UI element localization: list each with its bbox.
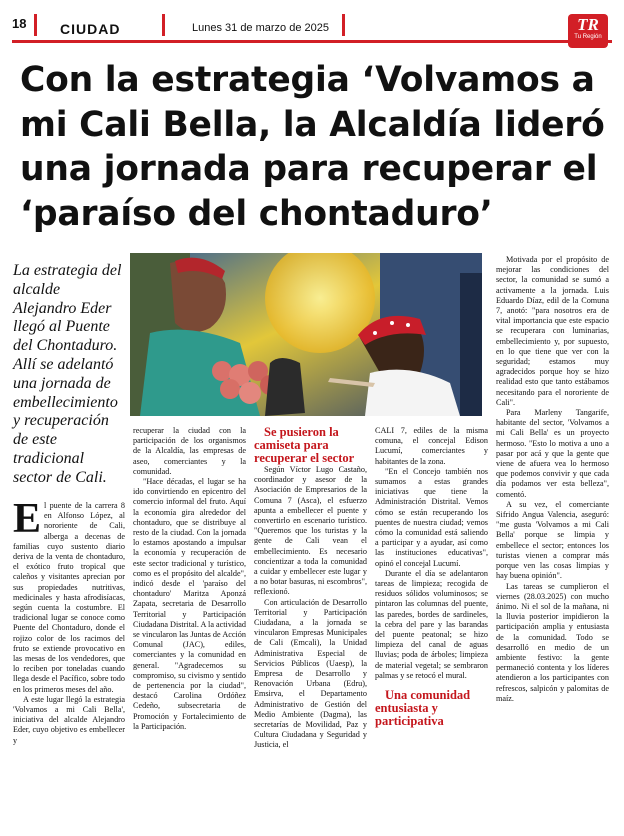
page-header [12, 8, 612, 42]
drop-cap: E [13, 496, 42, 542]
paragraph: l puente de la carrera 8 en Alfonso López, al nororiente de Cali, alberga a decenas de familias cuyo sustento diario deriva de la venta de chontaduro, el exótico fruto tropical que caleños y visitantes aprecian por sus propiedades nutritivas, medicinales y hasta afrodisíacas, según cuenta la costumbre. El tradicional lugar se conoce como Puente del Chontaduro, donde el rojizo color de los racimos del fruto se extiende provocativo en las mesas de los vendedores, que lo reciben por toneladas cuando llega desde el Pacífico, sobre todo en los primeros meses del año. [13, 501, 125, 694]
paragraph: "Hace décadas, el lugar se ha ido convirtiendo en epicentro del comercio informal del fruto. Aquí la economía gira alrededor del chontaduro, que se distribuye al resto de la ciudad. Con la jornada lo estamos apostando a impulsar la economía y recuperación de este sector tradicional y turístico, como es el propósito del alcalde", indicó desde el 'paraíso del chontaduro' Maritza Aponzá Zapata, secretaria de Desarrollo Territorial y Participación Ciudadana Distrital. A la actividad se vincularon las Juntas de Acción Comunal (JAC), ediles, comerciantes y la comunidad en general. "Agradecemos su compromiso, su civismo y sentido de pertenencia por la ciudad", destacó Carolina Ordóñez Cedeño, subsecretaria de Promoción y Fortalecimiento de la Participación. [133, 477, 247, 731]
header-separator [162, 14, 165, 36]
paragraph: Las tareas se cumplieron el viernes (28.03.2025) con mucho ánimo. Ni el sol de la mañana, ni la lluvia posterior impidieron la participación amplia y entusiasta de la comunidad. Todo se desarrolló en medio de un ambiente festivo: la gente permaneció contenta y los líderes atendieron a los participantes con refrescos, salpicón y palomitas de maíz. [496, 581, 609, 703]
paragraph: Según Víctor Lugo Castaño, coordinador y asesor de la Asociación de Empresarios de la Comuna 7 (Asca), el esfuerzo apunta a embellecer el puente y convertirlo en escenario turístico. "Queremos que los turistas y la gente de Cali vean el embellecimiento. Es necesario concientizar a toda la comunidad a cuidar y embellecer este lugar y a no botar basuras, ni escombros", reflexionó. [254, 465, 367, 597]
paragraph: Para Marleny Tangarife, habitante del sector, 'Volvamos a mi Cali Bella' es un proyecto hermoso. "Esto lo motiva a uno a pasar por acá y que la gente que viene de afuera vea lo hermoso que podemos convivir y que cada día podamos ver esta belleza", comentó. [496, 408, 609, 499]
newspaper-logo: TR Tu Región [568, 14, 608, 48]
article-column-5 [496, 255, 609, 704]
article-lead: La estrategia del alcalde Alejandro Eder llegó al Puente del Chontaduro. Allí se adelantó una jornada de embellecimiento y recuperación de este tradicional sector de Cali. [13, 262, 122, 486]
paragraph: recuperar la ciudad con la participación de los organismos de la Alcaldía, las empresas de aseo, comerciantes y la comunidad. [133, 426, 246, 476]
article-column-4 [375, 426, 488, 728]
paragraph: A este lugar llegó la estrategia 'Volvamos a mi Cali Bella', iniciativa del alcalde Alejandro Eder, cuyo objetivo es embellecer y [13, 694, 125, 745]
section-label: CIUDAD [60, 21, 121, 37]
paragraph: Durante el día se adelantaron tareas de limpieza; recogida de residuos sólidos voluminosos; se pintaron las columnas del puente, las paredes, bordes de sardineles, la cebra del pare y las barandas del puente peatonal; se hizo limpieza del canal de aguas lluvias; poda de árboles; limpieza de material vegetal; se sembraron palmas y se retocó el mural. [375, 568, 488, 680]
mural-painting-photo [130, 253, 482, 416]
article-column-3 [254, 426, 367, 751]
paragraph: Con articulación de Desarrollo Territorial y Participación Ciudadana, a la jornada se vincularon Empresas Municipales de Cali (Emcali), la Unidad Administrativa Especial de Servicios Públicos (Uaesp), la Empresa de Desarrollo y Renovación Urbana (Edru), Emsirva, el Departamento Administrativo de Gestión del Medio Ambiente (Dagma), las secretarías de Movilidad, Paz y Cultura Ciudadana y Seguridad y Justicia, el [254, 597, 367, 750]
header-rule [12, 40, 612, 43]
header-separator [34, 14, 37, 36]
header-separator [342, 14, 345, 36]
issue-date: Lunes 31 de marzo de 2025 [192, 22, 329, 34]
paragraph: Motivada por el propósito de mejorar las condiciones del sector, la comunidad se sumó a activamente a la jornada. Luis Eduardo Díaz, edil de la Comuna 7, anotó: "para nosotros era de vital importancia que este espacio se recuperara con luminarias, embellecimiento y, por supuesto, en lo que tiene que ver con la seguridad; estamos muy agradecidos porque hoy se hizo realidad esto que tanto estábamos necesitando para el nororiente de Cali". [496, 255, 609, 407]
subheading: Una comunidad entusiasta y participativa [375, 688, 471, 729]
article-photo [130, 253, 482, 416]
paragraph: CALI 7, ediles de la misma comuna, el concejal Edison Lucumí, comerciantes y habitantes de la zona. [375, 426, 488, 466]
paragraph: A su vez, el comerciante Sifrido Angua Valencia, aseguró: "me gusta 'Volvamos a mi Cali Bella' porque se limpia y embellece el sector; entonces los turistas vienen a comprar más porque ven las cosas limpias y hay buena opinión". [496, 499, 609, 581]
page-number: 18 [12, 16, 27, 31]
subheading: Se pusieron la camiseta para recuperar el sector [254, 425, 355, 465]
article-column-2 [133, 426, 246, 732]
paragraph: "En el Concejo también nos sumamos a estas grandes iniciativas que tiene la Administración Distrital. Vemos cómo se están recuperando los puentes de nuestra ciudad; vemos cómo la comunidad está saliendo a participar y a ayudar, así como las instituciones educativas", opinó el concejal Lucumí. [375, 466, 488, 568]
article-headline: Con la estrategia ‘Volvamos a mi Cali Bella, la Alcaldía lideró una jornada para recuperar el ‘paraíso del chontaduro’ [20, 60, 605, 234]
article-column-1 [13, 496, 125, 746]
